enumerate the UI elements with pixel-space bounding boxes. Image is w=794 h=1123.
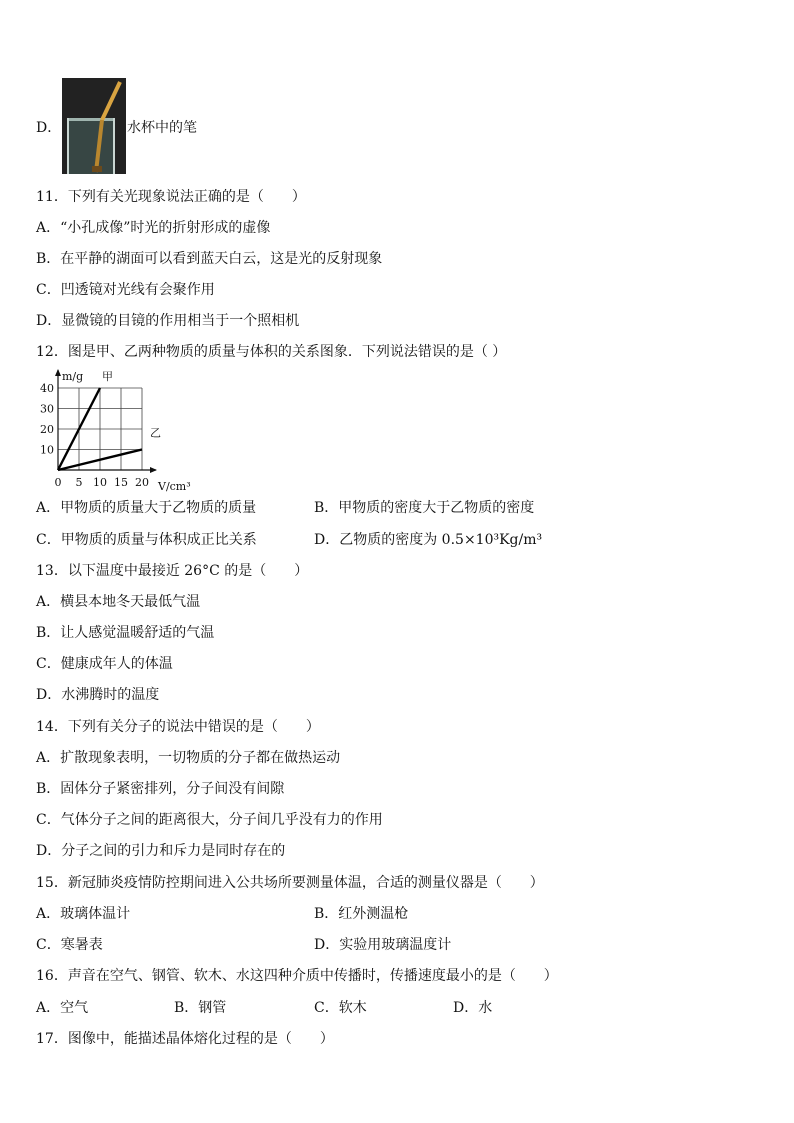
series-label-jia: 甲 [102, 370, 113, 383]
q10-option-d-label: D． [36, 120, 62, 136]
x-tick-label: 15 [114, 476, 128, 489]
q15-stem: 15．新冠肺炎疫情防控期间进入公共场所要测量体温，合适的测量仪器是（ ） [36, 875, 544, 891]
q15-option-d: D．实验用玻璃温度计 [314, 937, 452, 953]
q16-stem: 16．声音在空气、钢管、软木、水这四种介质中传播时，传播速度最小的是（ ） [36, 968, 558, 984]
q12-option-d: D．乙物质的密度为 0.5×10³Kg/m³ [314, 532, 543, 548]
q13-option-a: A．横县本地冬天最低气温 [36, 594, 201, 610]
q15-option-c: C．寒暑表 [36, 937, 103, 953]
y-tick-label: 10 [40, 443, 54, 457]
q13-option-b: B．让人感觉温暖舒适的气温 [36, 625, 215, 641]
q11-option-c: C．凹透镜对光线有会聚作用 [36, 282, 215, 298]
q15-option-a: A．玻璃体温计 [36, 906, 131, 922]
q14-stem: 14．下列有关分子的说法中错误的是（ ） [36, 719, 320, 735]
q13-option-c: C．健康成年人的体温 [36, 656, 173, 672]
q16-option-a: A．空气 [36, 1000, 89, 1016]
q14-option-d: D．分子之间的引力和斥力是同时存在的 [36, 843, 286, 859]
y-tick-label: 40 [40, 382, 54, 395]
q15-option-b: B．红外测温枪 [314, 906, 409, 922]
y-axis-label: m/g [62, 370, 84, 383]
x-axis-arrow [150, 467, 157, 473]
q16-option-b: B．钢管 [174, 1000, 227, 1016]
q11-option-d: D．显微镜的目镜的作用相当于一个照相机 [36, 313, 300, 329]
q11-stem: 11．下列有关光现象说法正确的是（ ） [36, 189, 306, 205]
q13-option-d: D．水沸腾时的温度 [36, 687, 160, 703]
mass-volume-chart [34, 368, 214, 496]
q14-option-a: A．扩散现象表明，一切物质的分子都在做热运动 [36, 750, 341, 766]
q12-option-a: A．甲物质的质量大于乙物质的质量 [36, 500, 257, 516]
x-tick-label: 5 [75, 476, 83, 489]
x-axis-label: V/cm³ [158, 480, 191, 492]
glass-with-pencil-photo [62, 78, 126, 174]
q16-option-d: D．水 [453, 1000, 493, 1016]
x-tick-label: 0 [54, 476, 62, 489]
y-tick-label: 30 [40, 402, 54, 416]
q10-option-d-caption: 水杯中的笔 [127, 120, 197, 136]
q14-option-b: B．固体分子紧密排列，分子间没有间隙 [36, 781, 285, 797]
q17-stem: 17．图像中，能描述晶体熔化过程的是（ ） [36, 1031, 334, 1047]
q12-stem: 12．图是甲、乙两种物质的质量与体积的关系图象．下列说法错误的是（ ） [36, 344, 507, 360]
q12-option-b: B．甲物质的密度大于乙物质的密度 [314, 500, 535, 516]
mass-volume-chart-svg [34, 368, 214, 492]
y-tick-label: 20 [40, 423, 54, 436]
x-tick-label: 20 [135, 476, 149, 489]
q14-option-c: C．气体分子之间的距离很大，分子间几乎没有力的作用 [36, 812, 383, 828]
q11-option-b: B．在平静的湖面可以看到蓝天白云，这是光的反射现象 [36, 251, 383, 267]
q11-option-a: A．“小孔成像”时光的折射形成的虚像 [36, 220, 271, 236]
x-tick-label: 10 [93, 476, 107, 489]
series-label-yi: 乙 [150, 426, 161, 440]
q13-stem: 13．以下温度中最接近 26°C 的是（ ） [36, 563, 309, 579]
y-axis-arrow [55, 369, 61, 376]
q16-option-c: C．软木 [314, 1000, 367, 1016]
q12-option-c: C．甲物质的质量与体积成正比关系 [36, 532, 257, 548]
